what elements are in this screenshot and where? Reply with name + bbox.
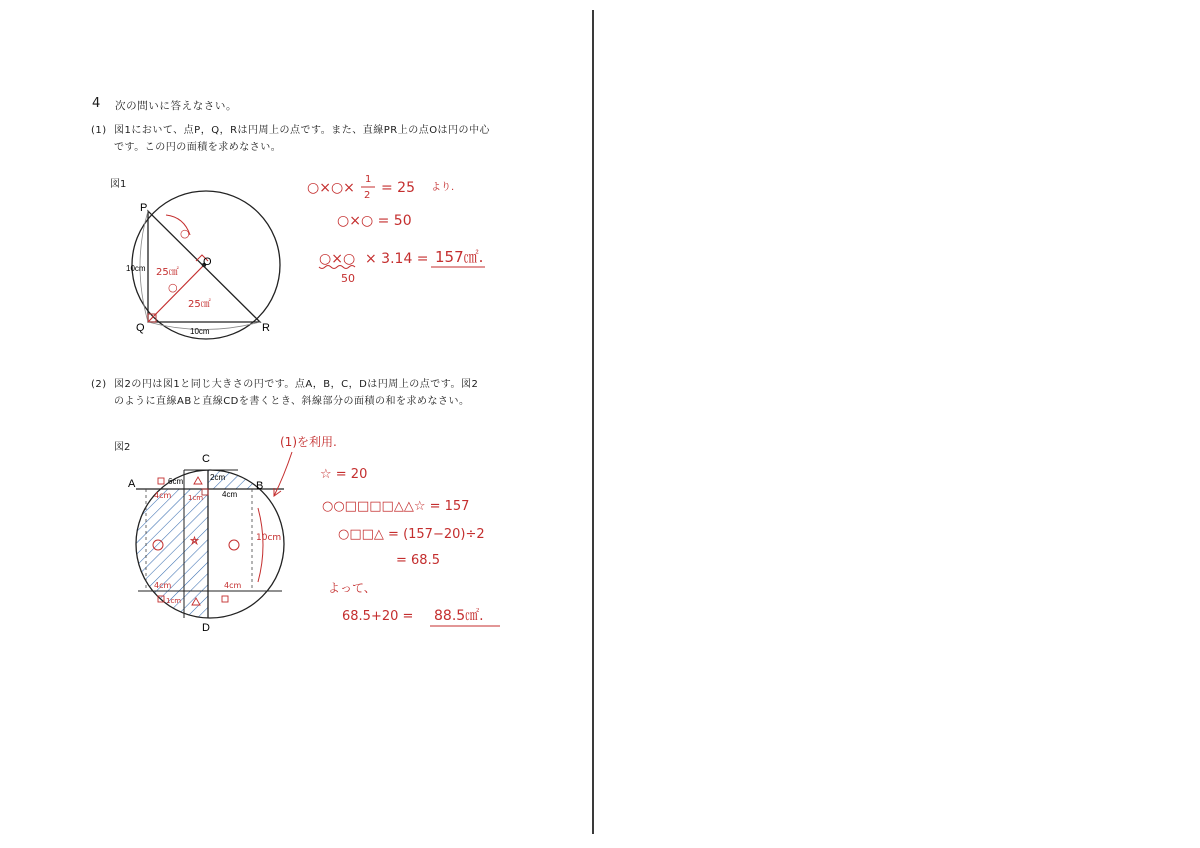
figure2-point-a: A [128, 478, 136, 490]
part2-work-arrow-line [274, 452, 292, 496]
part1-work-answer: 157㎠. [435, 248, 484, 266]
figure1-area-right: 25㎠ [188, 299, 211, 310]
figure1-side-qr-label: 10cm [190, 327, 210, 336]
part1-work [305, 170, 505, 285]
part2-work-line3: ○□□△ = (157−20)÷2 [338, 527, 485, 542]
part2-prompt [91, 376, 531, 412]
figure2-diagram [118, 448, 288, 633]
figure2-dim-right-seg: 4cm [222, 490, 238, 499]
part1-work-line1-right: = 25 [381, 180, 415, 196]
part1-work-frac-den: 2 [364, 190, 371, 201]
part2-work-line4: = 68.5 [396, 553, 440, 568]
figure2-square-mark-bottom-right [222, 596, 228, 602]
figure2-dim-top-left: 6cm [168, 477, 184, 486]
part2-number: (2) [91, 379, 107, 390]
part1-work-line1-note: より. [431, 182, 455, 193]
part1-work-line2: ○×○ = 50 [337, 213, 412, 229]
figure1-diagram [110, 195, 290, 345]
part2-work-line6-left: 68.5+20 = [342, 609, 414, 624]
figure2-square-mark-top [158, 478, 164, 484]
part1-work-line3-rest: × 3.14 = [365, 251, 429, 267]
figure2-dim-right-side: 10cm [256, 533, 282, 543]
question-number: 4 [92, 96, 101, 111]
part1-number: (1) [91, 125, 107, 136]
figure2-dim-left-low: 4cm [154, 491, 172, 500]
part1-work-line3-left: ○×○ [319, 251, 356, 267]
figure1-point-p: P [140, 202, 148, 214]
part2-text-line1: 図2の円は図1と同じ大きさの円です。点A，B，C，Dは円周上の点です。図2 [114, 379, 479, 390]
part2-work-answer: 88.5㎠. [434, 608, 484, 624]
part1-work-frac-num: 1 [365, 174, 372, 185]
figure2-hatched-left-region [118, 489, 208, 619]
question-title: 次の問いに答えなさい。 [115, 100, 238, 112]
part1-work-line1-left: ○×○× [307, 180, 355, 196]
part2-work-line1: ☆ = 20 [320, 467, 368, 482]
figure2-dim-bottom-right: 4cm [224, 581, 242, 590]
figure2-point-b: B [256, 480, 264, 492]
figure1-label: 図1 [110, 179, 127, 190]
figure2-point-c: C [202, 453, 210, 465]
figure2-label: 図2 [114, 442, 131, 453]
figure2-circle-mark-right [229, 540, 239, 550]
part1-prompt [91, 122, 531, 158]
figure2-point-d: D [202, 622, 210, 634]
part2-text-line2: のように直線ABと直線CDを書くとき、斜線部分の面積の和を求めなさい。 [114, 396, 470, 407]
figure2-dim-bottom-left: 4cm [154, 581, 172, 590]
part2-work-line5: よって、 [328, 581, 376, 595]
part2-work [270, 430, 510, 630]
part2-work-note: (1)を利用. [280, 435, 337, 449]
figure1-side-pq-label: 10cm [126, 264, 146, 273]
figure1-point-q: Q [136, 322, 145, 334]
part2-work-line2: ○○□□□□△△☆ = 157 [322, 499, 470, 514]
part1-text-line1: 図1において、点P，Q，Rは円周上の点です。また、直線PR上の点Oは円の中心 [114, 125, 491, 136]
figure2-dim-top-right: 2cm [210, 473, 226, 482]
figure1-point-o: O [203, 256, 212, 268]
figure1-area-left: 25㎠ [156, 267, 179, 278]
page-divider [592, 10, 594, 834]
figure2-right-side-arc [258, 508, 263, 582]
figure1-point-r: R [262, 322, 270, 334]
figure1-radius-mark-top: ○ [180, 227, 190, 240]
figure2-triangle-mark-top [194, 477, 202, 484]
part1-work-line3-under: 50 [341, 272, 355, 285]
figure1-radius-mark-bottom: ○ [168, 281, 178, 294]
part1-text-line2: です。この円の面積を求めなさい。 [114, 142, 282, 153]
figure2-dim-near-c: 1cm [188, 494, 204, 502]
figure2-dim-bottom-small: 1cm [166, 597, 182, 605]
